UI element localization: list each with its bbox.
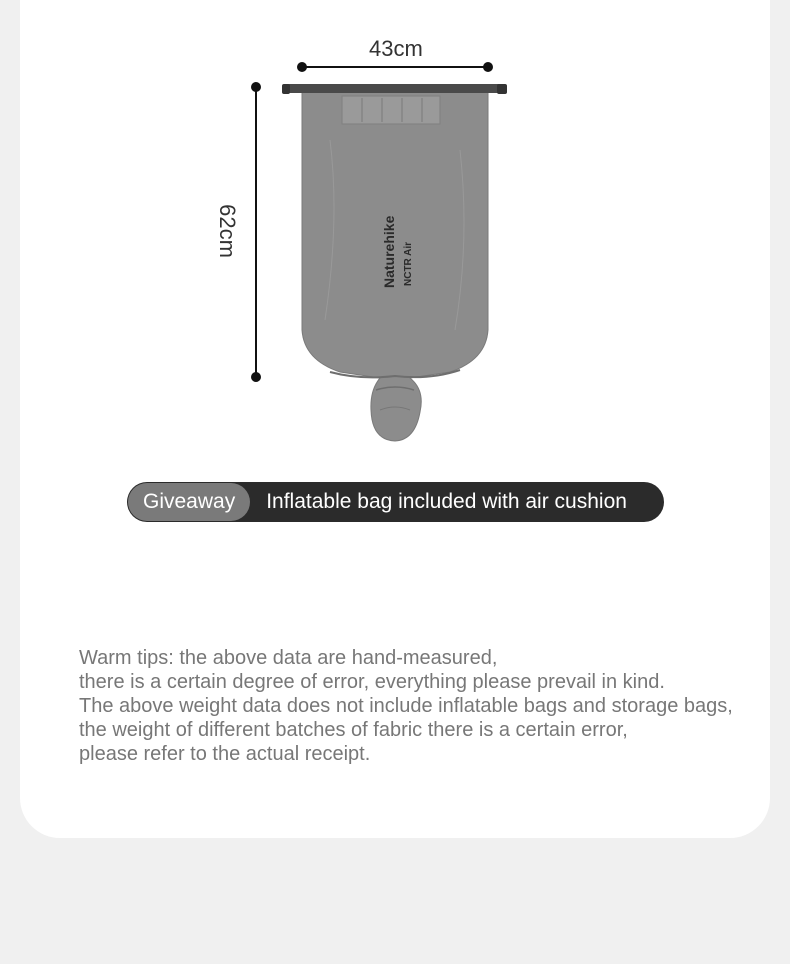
svg-text:NCTR Air: NCTR Air <box>403 241 414 286</box>
tips-line: the weight of different batches of fabric there is a certain error, <box>79 719 628 741</box>
giveaway-text: Inflatable bag included with air cushion <box>266 490 627 513</box>
tips-line: Warm tips: the above data are hand-measured, <box>79 647 498 669</box>
inflatable-bag-illustration <box>200 30 540 460</box>
giveaway-banner <box>127 482 664 522</box>
width-dimension-label: 43cm <box>369 36 423 61</box>
tips-line: The above weight data does not include inflatable bags and storage bags, <box>79 695 733 717</box>
height-dimension-label: 62cm <box>214 204 240 258</box>
svg-text:Naturehike: Naturehike <box>381 215 397 288</box>
width-dimension-line <box>297 62 493 72</box>
tips-line: there is a certain degree of error, everything please prevail in kind. <box>79 671 665 693</box>
warm-tips <box>79 646 769 766</box>
tips-line: please refer to the actual receipt. <box>79 743 371 765</box>
height-dimension-line <box>251 82 261 382</box>
giveaway-tag: Giveaway <box>128 483 250 521</box>
